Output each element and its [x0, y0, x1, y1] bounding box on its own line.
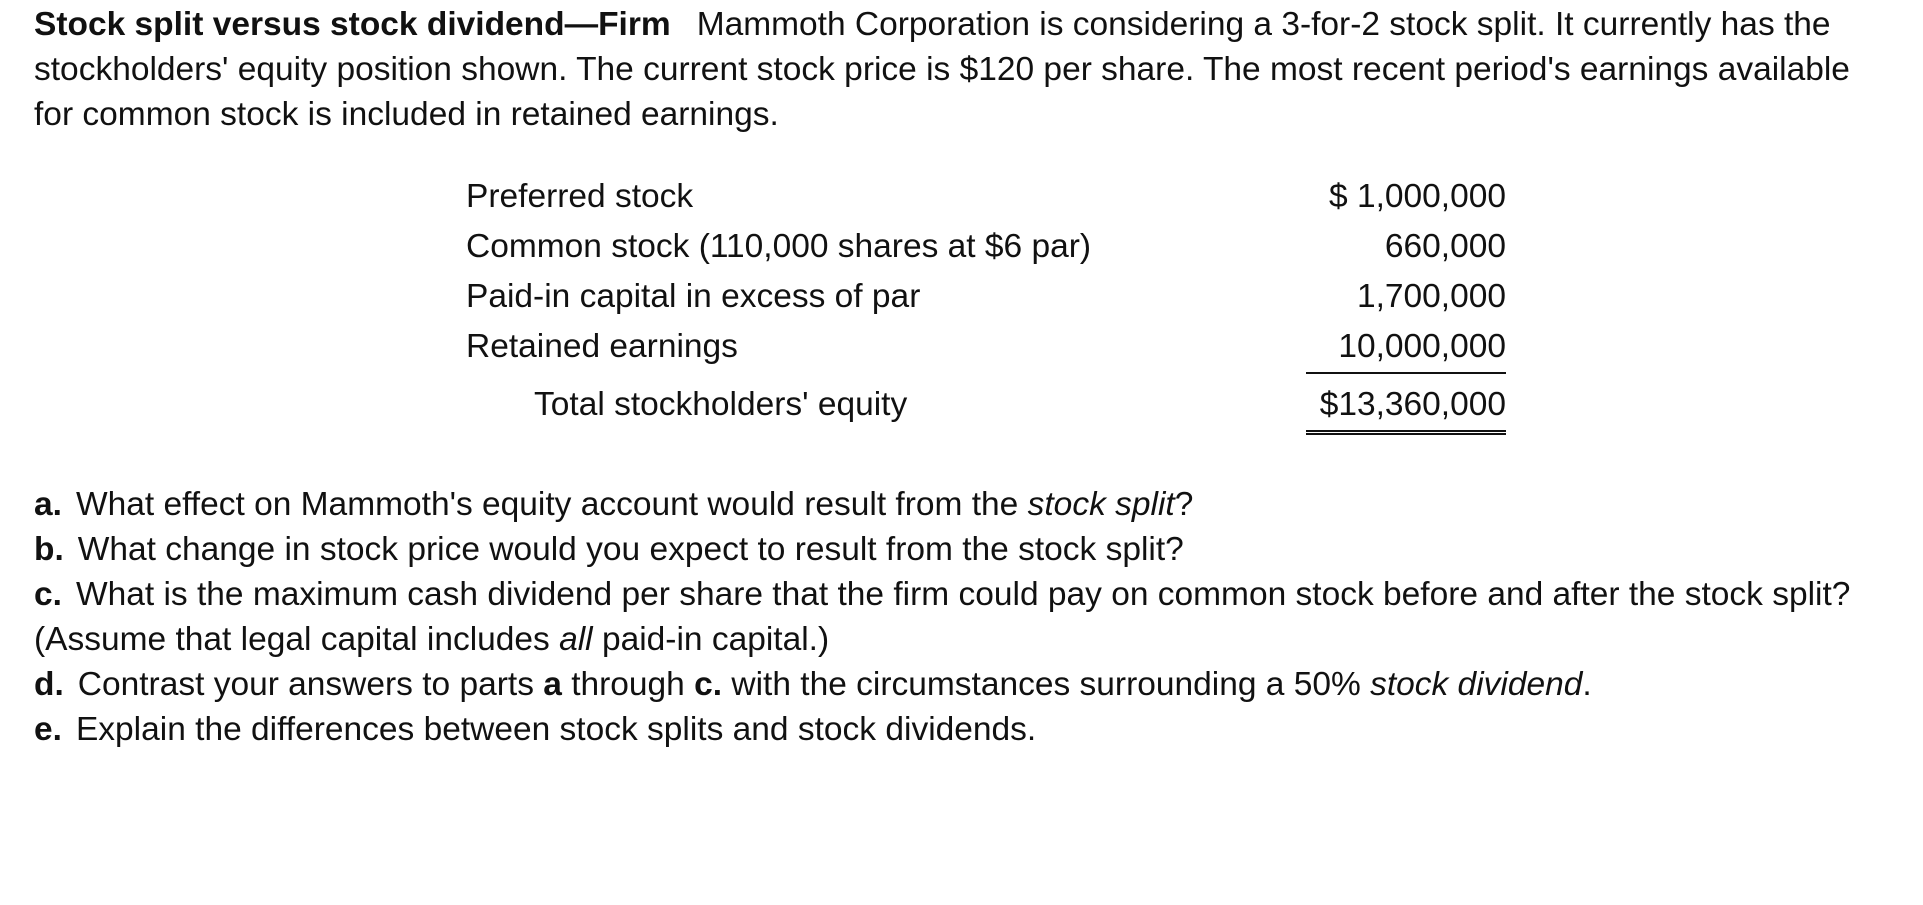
row-amount-paid-in-capital: 1,700,000	[1356, 278, 1506, 315]
table-row	[466, 322, 1506, 372]
row-label-preferred-stock: Preferred stock	[466, 178, 694, 215]
question-letter: c.	[34, 576, 62, 613]
question-text: ?	[1174, 486, 1194, 523]
table-row	[466, 172, 1506, 222]
question-e	[34, 707, 1894, 752]
question-list	[34, 482, 1894, 752]
total-amount: $13,360,000	[1306, 386, 1506, 435]
problem-intro	[34, 2, 1894, 137]
question-c	[34, 572, 1894, 662]
question-italic: stock split	[1027, 486, 1175, 523]
question-text: .	[1582, 666, 1592, 703]
question-bold: c.	[694, 666, 723, 703]
table-row	[466, 272, 1506, 322]
question-b	[34, 527, 1894, 572]
question-letter: e.	[34, 711, 62, 748]
question-letter: a.	[34, 486, 62, 523]
table-row	[466, 222, 1506, 272]
problem-title: Stock split versus stock dividend—Firm	[34, 6, 671, 43]
row-label-retained-earnings: Retained earnings	[466, 328, 738, 365]
question-text: What is the maximum cash dividend per share that the firm could pay on common stock before and after the stock split? (Assume that legal capital includes	[34, 576, 1851, 658]
row-label-common-stock: Common stock (110,000 shares at $6 par)	[466, 228, 1092, 265]
row-amount-preferred-stock: $ 1,000,000	[1329, 178, 1506, 215]
question-italic: stock dividend	[1370, 666, 1583, 703]
question-text: with the circumstances surrounding a 50%	[722, 666, 1371, 703]
question-text: Explain the differences between stock splits and stock dividends.	[75, 711, 1037, 748]
question-text: Contrast your answers to parts	[77, 666, 544, 703]
equity-table	[466, 172, 1506, 440]
question-letter: d.	[34, 666, 64, 703]
question-italic: all	[559, 621, 593, 658]
question-d	[34, 662, 1894, 707]
row-amount-retained-earnings: 10,000,000	[1306, 328, 1506, 374]
problem-intro-text: Mammoth Corporation is considering a 3-for-2 stock split. It currently has the stockholders' equity position shown. The current stock price is $120 per share. The most recent period's earnings available for common stock is included in retained earnings.	[34, 6, 1850, 133]
total-label: Total stockholders' equity	[534, 386, 908, 423]
question-bold: a	[543, 666, 562, 703]
row-amount-common-stock: 660,000	[1384, 228, 1506, 265]
question-text: What change in stock price would you expect to result from the stock split?	[77, 531, 1184, 568]
question-text: paid-in capital.)	[592, 621, 830, 658]
question-text: through	[561, 666, 695, 703]
question-text: What effect on Mammoth's equity account would result from the	[75, 486, 1028, 523]
row-label-paid-in-capital: Paid-in capital in excess of par	[466, 278, 921, 315]
total-row	[466, 380, 1506, 440]
question-a	[34, 482, 1894, 527]
question-letter: b.	[34, 531, 64, 568]
